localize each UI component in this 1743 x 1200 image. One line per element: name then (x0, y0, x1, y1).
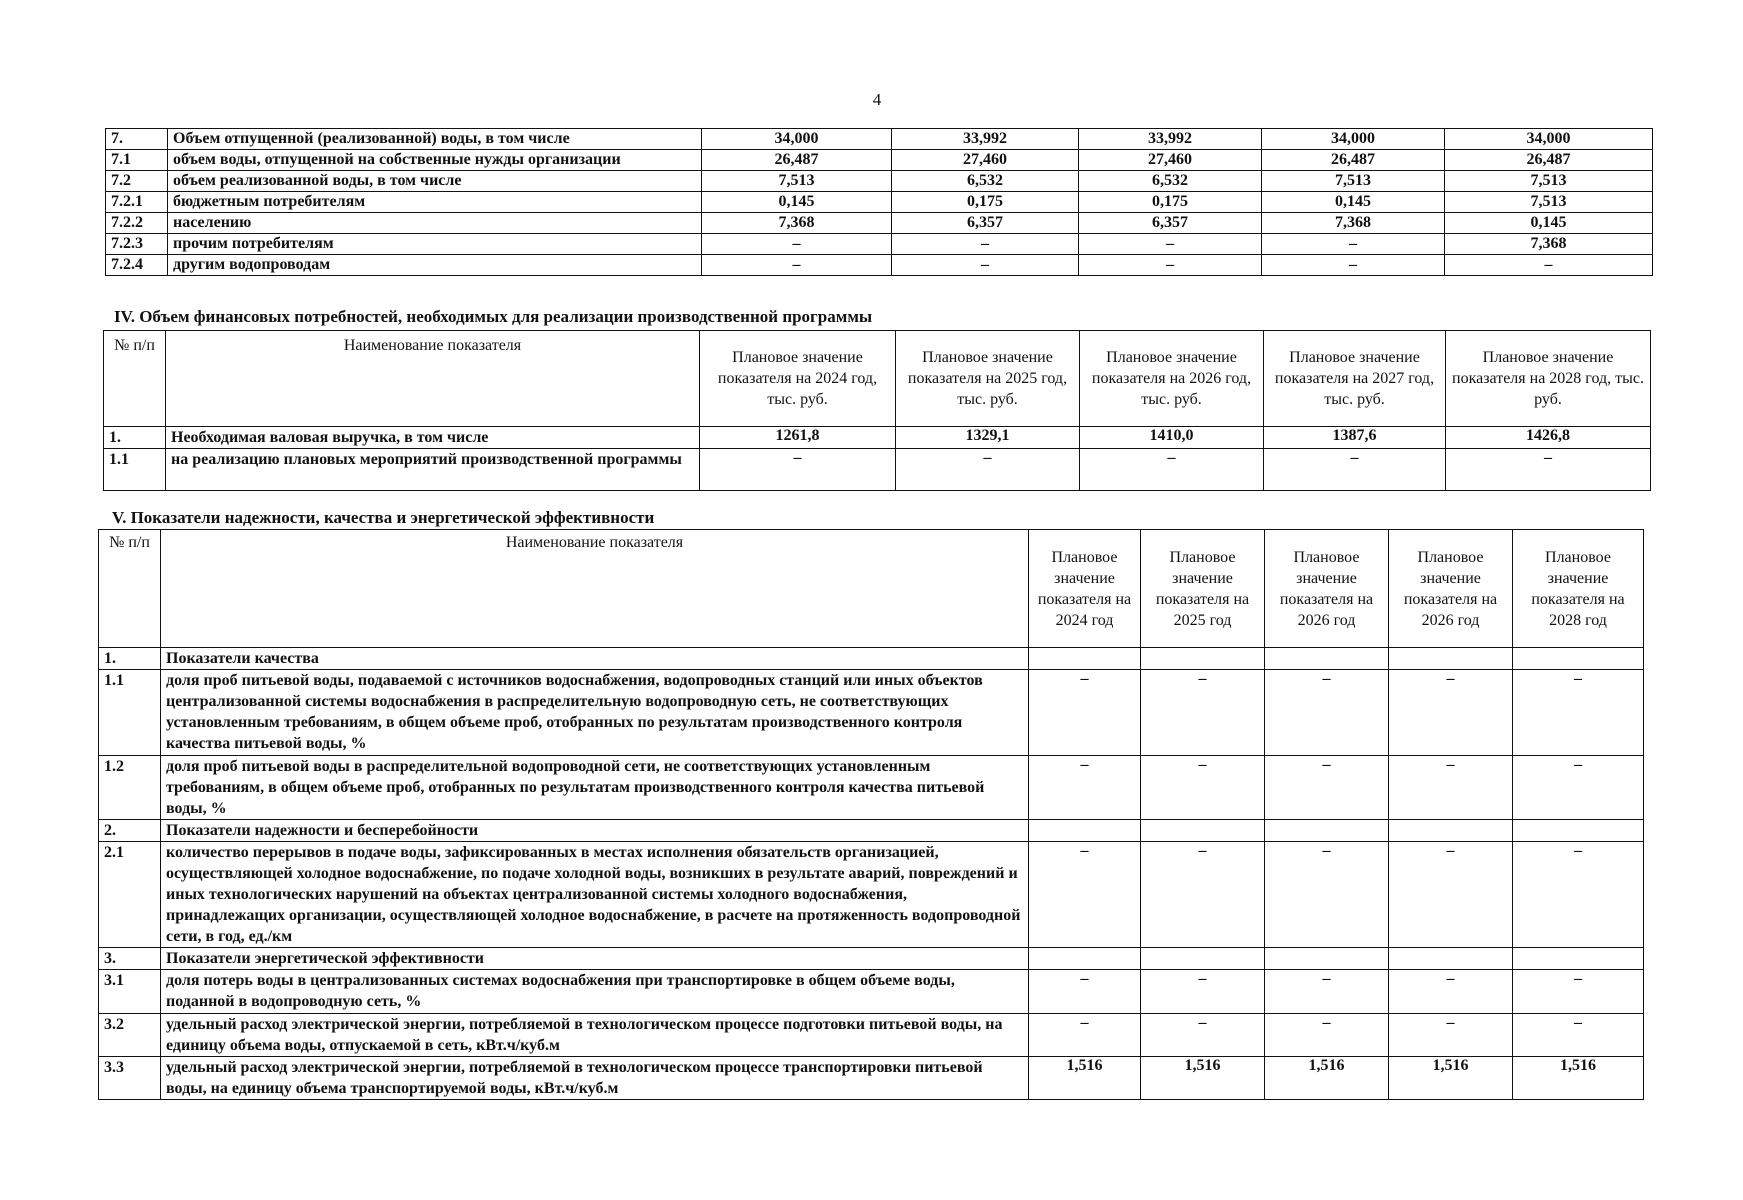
row-value (1265, 820, 1389, 842)
table-row (106, 213, 1653, 234)
reliability-header-row (99, 530, 1644, 648)
row-value: – (1141, 842, 1265, 948)
row-value: – (1029, 756, 1141, 820)
row-value (1513, 648, 1644, 670)
row-value: 6,357 (1079, 213, 1262, 234)
row-value: – (1513, 970, 1644, 1014)
row-value: 34,000 (1445, 129, 1653, 150)
row-value (1389, 948, 1513, 970)
row-number: 7.1 (106, 150, 168, 171)
section-4-title: IV. Объем финансовых потребностей, необходимых для реализации производственной программы (114, 307, 873, 326)
row-number: 3. (99, 948, 161, 970)
row-value: – (1264, 449, 1446, 491)
row-value: 0,175 (1079, 192, 1262, 213)
row-value: 0,175 (892, 192, 1079, 213)
row-number: 7.2.3 (106, 234, 168, 255)
row-value: 7,368 (1445, 234, 1653, 255)
reliability-quality-table (98, 529, 1644, 1100)
row-value: 7,368 (702, 213, 892, 234)
row-name: доля потерь воды в централизованных системах водоснабжения при транспортировке в общем объеме воды, поданной в водопроводную сеть, % (161, 970, 1029, 1014)
row-value: 1387,6 (1264, 427, 1446, 449)
section-5-title: V. Показатели надежности, качества и энергетической эффективности (112, 508, 655, 527)
row-number: 7.2.1 (106, 192, 168, 213)
row-value: 1329,1 (896, 427, 1080, 449)
row-value: – (702, 255, 892, 276)
row-value: – (1265, 670, 1389, 756)
row-number: 3.1 (99, 970, 161, 1014)
row-value: – (1141, 970, 1265, 1014)
row-name: количество перерывов в подаче воды, зафиксированных в местах исполнения обязательств организацией, осуществляющей холодное водоснабжение, по подаче холодной воды, возникших в результате аварий, повреждений и иных технологических нарушений на объектах централизованной системы холодного водоснабжения, принадлежащих организации, осуществляющей холодное водоснабжение, в расчете на протяженность водопроводной сети, в год, ед./км (161, 842, 1029, 948)
row-name: доля проб питьевой воды, подаваемой с источников водоснабжения, водопроводных станций или иных объектов централизованной системы водоснабжения в распределительную водопроводную сеть, не соответствующих установленным требованиям, в общем объеме проб, отобранных по результатам производственного контроля качества питьевой воды, % (161, 670, 1029, 756)
row-value: – (1141, 1014, 1265, 1057)
row-number: 1. (104, 427, 166, 449)
row-value: – (1262, 234, 1445, 255)
row-name: Показатели энергетической эффективности (161, 948, 1029, 970)
row-value: 26,487 (1262, 150, 1445, 171)
row-name: на реализацию плановых мероприятий производственной программы (166, 449, 700, 491)
table-row (106, 234, 1653, 255)
row-value (1513, 820, 1644, 842)
water-volume-table (105, 128, 1653, 276)
row-value: 0,145 (1262, 192, 1445, 213)
header-year-2028: Плановое значение показателя на 2028 год (1513, 530, 1644, 648)
header-year-2026: Плановое значение показателя на 2026 год, тыс. руб. (1080, 331, 1264, 427)
table-row (106, 129, 1653, 150)
row-value: – (1029, 970, 1141, 1014)
table-row (99, 948, 1644, 970)
row-value: – (1080, 449, 1264, 491)
row-value: 26,487 (1445, 150, 1653, 171)
row-number: 2. (99, 820, 161, 842)
row-number: 2.1 (99, 842, 161, 948)
row-value: 34,000 (1262, 129, 1445, 150)
row-value: – (1079, 234, 1262, 255)
row-value: 1,516 (1513, 1057, 1644, 1100)
row-value: – (896, 449, 1080, 491)
table-row (99, 970, 1644, 1014)
row-value: 7,368 (1262, 213, 1445, 234)
row-value: – (700, 449, 896, 491)
row-value: – (1029, 842, 1141, 948)
row-value: – (702, 234, 892, 255)
row-value: – (1265, 1014, 1389, 1057)
row-value: – (1029, 1014, 1141, 1057)
financial-needs-table (103, 330, 1651, 491)
row-value: – (1389, 842, 1513, 948)
table-row (106, 255, 1653, 276)
row-number: 1.1 (104, 449, 166, 491)
header-no: № п/п (104, 331, 166, 427)
row-value: 7,513 (1445, 171, 1653, 192)
row-value (1513, 948, 1644, 970)
row-value (1029, 648, 1141, 670)
row-value: – (1141, 756, 1265, 820)
row-value: 6,357 (892, 213, 1079, 234)
row-value: 33,992 (892, 129, 1079, 150)
row-value: – (1513, 1014, 1644, 1057)
row-number: 3.2 (99, 1014, 161, 1057)
header-name: Наименование показателя (161, 530, 1029, 648)
row-value: 34,000 (702, 129, 892, 150)
header-year-2028: Плановое значение показателя на 2028 год, тыс. руб. (1446, 331, 1651, 427)
header-name: Наименование показателя (166, 331, 700, 427)
table-row (106, 192, 1653, 213)
row-value: 1410,0 (1080, 427, 1264, 449)
row-number: 1.1 (99, 670, 161, 756)
row-number: 7. (106, 129, 168, 150)
row-value (1389, 648, 1513, 670)
row-value: – (1029, 670, 1141, 756)
header-year-2026: Плановое значение показателя на 2026 год (1265, 530, 1389, 648)
header-year-2025: Плановое значение показателя на 2025 год, тыс. руб. (896, 331, 1080, 427)
row-name: населению (168, 213, 702, 234)
row-value: 7,513 (1445, 192, 1653, 213)
row-value: 1261,8 (700, 427, 896, 449)
row-number: 3.3 (99, 1057, 161, 1100)
table-row (99, 1014, 1644, 1057)
row-number: 7.2.4 (106, 255, 168, 276)
row-value (1141, 648, 1265, 670)
row-value: 1,516 (1389, 1057, 1513, 1100)
row-name: Необходимая валовая выручка, в том числе (166, 427, 700, 449)
row-name: прочим потребителям (168, 234, 702, 255)
row-number: 7.2.2 (106, 213, 168, 234)
row-name: объем воды, отпущенной на собственные нужды организации (168, 150, 702, 171)
row-value: – (1141, 670, 1265, 756)
row-value: – (1265, 970, 1389, 1014)
row-number: 7.2 (106, 171, 168, 192)
table-row (99, 670, 1644, 756)
row-number: 1.2 (99, 756, 161, 820)
row-value: – (1513, 756, 1644, 820)
row-value: 27,460 (1079, 150, 1262, 171)
row-value: – (1265, 756, 1389, 820)
row-value: – (1389, 1014, 1513, 1057)
row-name: Показатели качества (161, 648, 1029, 670)
row-number: 1. (99, 648, 161, 670)
row-value: – (1262, 255, 1445, 276)
table-row (106, 150, 1653, 171)
row-name: удельный расход электрической энергии, потребляемой в технологическом процессе подготовки питьевой воды, на единицу объема воды, отпускаемой в сеть, кВт.ч/куб.м (161, 1014, 1029, 1057)
row-value: 7,513 (702, 171, 892, 192)
row-value (1141, 948, 1265, 970)
row-value: 1,516 (1141, 1057, 1265, 1100)
table-row (104, 449, 1651, 491)
row-name: другим водопроводам (168, 255, 702, 276)
header-year-2026b: Плановое значение показателя на 2026 год (1389, 530, 1513, 648)
table-row (99, 1057, 1644, 1100)
row-value: – (1265, 842, 1389, 948)
row-value (1029, 820, 1141, 842)
row-value (1141, 820, 1265, 842)
row-value: 7,513 (1262, 171, 1445, 192)
row-value: 1,516 (1265, 1057, 1389, 1100)
table-row (99, 842, 1644, 948)
row-value: 1,516 (1029, 1057, 1141, 1100)
header-year-2024: Плановое значение показателя на 2024 год, тыс. руб. (700, 331, 896, 427)
row-name: объем реализованной воды, в том числе (168, 171, 702, 192)
row-name: бюджетным потребителям (168, 192, 702, 213)
table-row (99, 648, 1644, 670)
row-name: Показатели надежности и бесперебойности (161, 820, 1029, 842)
row-value: – (1389, 756, 1513, 820)
row-name: Объем отпущенной (реализованной) воды, в том числе (168, 129, 702, 150)
row-value (1389, 820, 1513, 842)
row-value: 1426,8 (1446, 427, 1651, 449)
row-value: – (892, 255, 1079, 276)
table-row (106, 171, 1653, 192)
row-value: – (1513, 670, 1644, 756)
table-row (104, 427, 1651, 449)
row-value (1265, 648, 1389, 670)
table-row (99, 820, 1644, 842)
row-value: 26,487 (702, 150, 892, 171)
row-value: – (1446, 449, 1651, 491)
row-value: 6,532 (892, 171, 1079, 192)
header-no: № п/п (99, 530, 161, 648)
row-name: удельный расход электрической энергии, потребляемой в технологическом процессе транспортировки питьевой воды, на единицу объема транспортируемой воды, кВт.ч/куб.м (161, 1057, 1029, 1100)
row-value: 6,532 (1079, 171, 1262, 192)
row-name: доля проб питьевой воды в распределительной водопроводной сети, не соответствующих установленным требованиям, в общем объеме проб, отобранных по результатам производственного контроля качества питьевой воды, % (161, 756, 1029, 820)
table-row (99, 756, 1644, 820)
header-year-2025: Плановое значение показателя на 2025 год (1141, 530, 1265, 648)
row-value (1265, 948, 1389, 970)
row-value: 27,460 (892, 150, 1079, 171)
row-value: 0,145 (1445, 213, 1653, 234)
financial-header-row (104, 331, 1651, 427)
header-year-2024: Плановое значение показателя на 2024 год (1029, 530, 1141, 648)
row-value: 0,145 (702, 192, 892, 213)
row-value: – (1079, 255, 1262, 276)
row-value: – (892, 234, 1079, 255)
row-value: – (1445, 255, 1653, 276)
page-number: 4 (872, 90, 882, 109)
row-value: – (1389, 970, 1513, 1014)
row-value (1029, 948, 1141, 970)
header-year-2027: Плановое значение показателя на 2027 год, тыс. руб. (1264, 331, 1446, 427)
row-value: 33,992 (1079, 129, 1262, 150)
row-value: – (1513, 842, 1644, 948)
row-value: – (1389, 670, 1513, 756)
